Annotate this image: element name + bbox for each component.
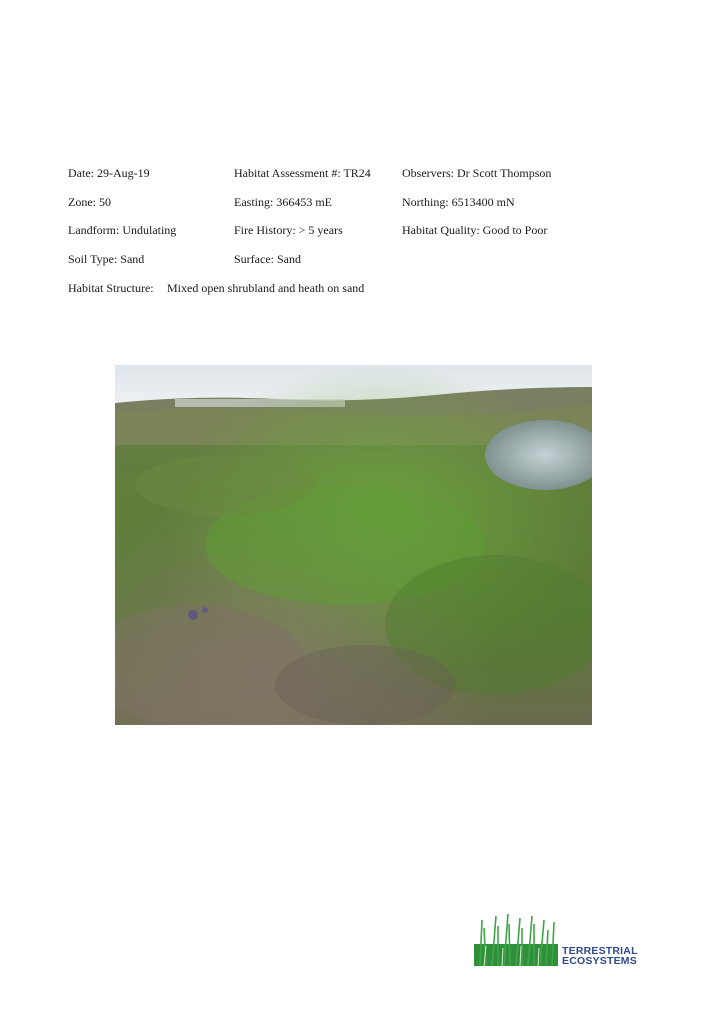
soil-type-field: Soil Type: Sand [68,252,145,266]
logo-text [562,946,638,966]
grass-logo-icon [472,910,562,970]
easting-field: Easting: 366453 mE [234,195,332,209]
terrestrial-ecosystems-logo [472,910,652,970]
fire-history-field: Fire History: > 5 years [234,223,343,237]
surface-field: Surface: Sand [234,252,301,266]
landform-field: Landform: Undulating [68,223,177,237]
logo-line-2: ECOSYSTEMS [562,955,637,967]
habitat-structure-field [68,280,364,296]
observers-field: Observers: Dr Scott Thompson [402,166,552,180]
site-photo [115,365,592,725]
zone-field: Zone: 50 [68,195,111,209]
habitat-structure-label: Habitat Structure: [68,281,154,295]
date-field: Date: 29-Aug-19 [68,166,150,180]
northing-field: Northing: 6513400 mN [402,195,515,209]
habitat-structure-value: Mixed open shrubland and heath on sand [167,281,365,295]
logo-line-1: TERRESTRIAL [562,945,638,957]
habitat-quality-field: Habitat Quality: Good to Poor [402,223,548,237]
assessment-id-field: Habitat Assessment #: TR24 [234,166,371,180]
